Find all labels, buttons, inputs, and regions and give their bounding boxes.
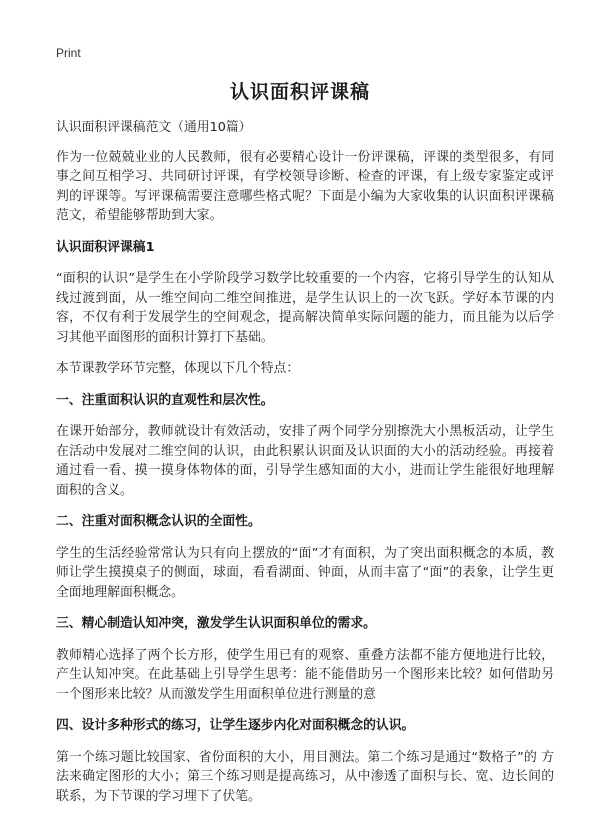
section-heading: 认识面积评课稿1 (56, 239, 155, 255)
intro-paragraph: 作为一位兢兢业业的人民教师，很有必要精心设计一份评课稿，评课的类型很多，有同事之间互相学习、共同研讨评课，有学校领导诊断、检查的评课，有上级专家鉴定或评判的评课等。写评课稿需要注意哪些格式呢？下面是小编为大家收集的认识面积评课稿范文，希望能够帮助到大家。 (56, 149, 554, 223)
point-2-heading: 二、注重对面积概念认识的全面性。 (56, 514, 261, 529)
page-title: 认识面积评课稿 (229, 81, 370, 103)
point-1-heading: 一、注重面积认识的直观性和层次性。 (56, 392, 274, 408)
paragraph-2: 本节课教学环节完整，体现以下几个特点： (56, 361, 300, 376)
point-4-heading: 四、设计多种形式的练习，让学生逐步内化对面积概念的认识。 (56, 718, 415, 733)
point-3-text: 教师精心选择了两个长方形，使学生用已有的观察、重叠方法都不能方便地进行比较，产生认知冲突。在此基础上引导学生思考：能不能借助另一个图形来比较？如何借助另一个图形来比较？从而激发学生用面积单位进行测量的意 (56, 647, 554, 702)
print-link[interactable]: Print (56, 46, 81, 60)
point-1-text: 在课开始部分，教师就设计有效活动，安排了两个同学分别擦洗大小黑板活动，让学生在活动中发展对二维空间的认识，由此积累认识面及认识面的大小的活动经验。再接着通过看一看、摸一摸身体物体的面，引导学生感知面的大小，进而让学生能很好地理解面积的含义。 (56, 424, 554, 498)
paragraph-1: “面积的认识”是学生在小学阶段学习数学比较重要的一个内容，它将引导学生的认知从线过渡到面，从一维空间向二维空间推进，是学生认识上的一次飞跃。学好本节课的内容，不仅有利于发展学生的空间观念，提高解决简单实际问题的能力，而且能为以后学习其他平面图形的面积计算打下基础。 (56, 271, 554, 345)
document-body (56, 118, 554, 818)
point-3-heading: 三、精心制造认知冲突，激发学生认识面积单位的需求。 (56, 616, 376, 631)
point-2-text: 学生的生活经验常常认为只有向上摆放的“面”才有面积，为了突出面积概念的本质，教师让学生摸摸桌子的侧面，球面，看看湖面、钟面，从而丰富了“面”的表象，让学生更全面地理解面积概念。 (56, 545, 554, 600)
document-subtitle: 认识面积评课稿范文（通用10篇） (56, 120, 252, 135)
point-4-text: 第一个练习题比较国家、省份面积的大小，用目测法。第二个练习是通过“数格子”的 方法来确定图形的大小；第三个练习则是提高练习，从中渗透了面积与长、宽、边长间的联系，为下节课的学习埋下了伏笔。 (56, 749, 554, 804)
